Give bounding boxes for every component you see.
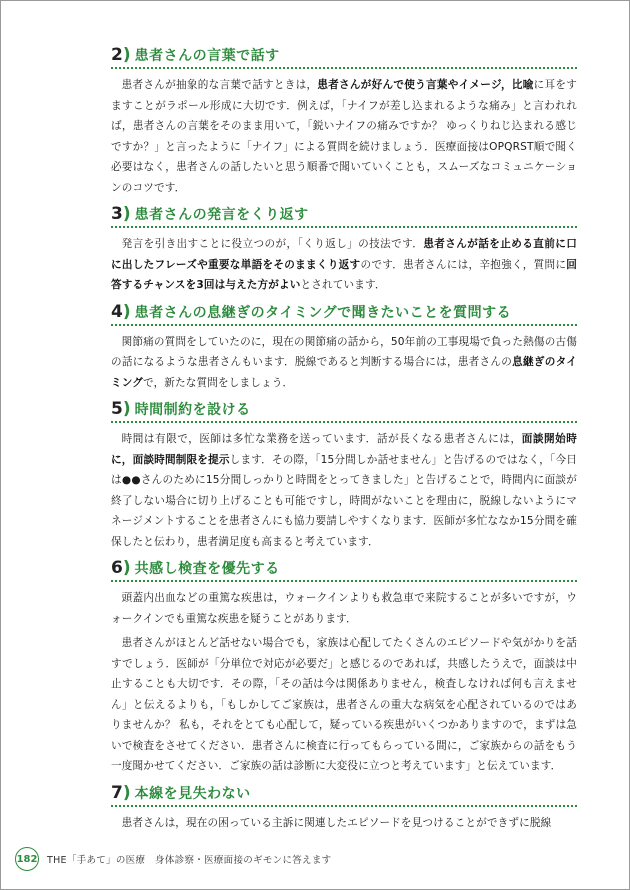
section-number-paren: ) — [122, 782, 131, 803]
paragraph — [111, 234, 577, 296]
section-number-paren: ) — [122, 399, 131, 419]
section-number — [111, 399, 131, 419]
section-number — [111, 204, 131, 224]
emphasis-text: 面談開始時に，面談時間制限を提示 — [111, 433, 578, 466]
body-text: に耳をすますことがラポール形成に大切です．例えば，「ナイフが差し込まれるような痛み」と言われれば，患者さんの言葉をそのまま用いて，「鋭いナイフの痛みですか？ ゆっくりねじ込まれる感じですか？」と言ったように「ナイフ」による質問を続けましょう．医療面接はOPQRST順で聞く必要はなく，患者さんの話したいと思う順番で聞いていくことも，スムーズなコミュニケーションのコツです． — [111, 79, 577, 194]
body-text: のです．患者さんには，辛抱強く，質問に — [360, 258, 567, 271]
paragraph — [111, 429, 577, 552]
section-title: 本線を見失わない — [134, 785, 251, 802]
section-title: 共感し検査を優先する — [134, 561, 280, 577]
body-text: 患者さんが抽象的な言葉で話すときは， — [121, 79, 318, 91]
body-text: 発言を引き出すことに役立つのが，「くり返し」の技法です． — [121, 238, 424, 250]
body-text: 患者さんは，現在の困っている主訴に関連したエピソードを見つけることができずに脱線 — [121, 816, 552, 829]
section-heading — [111, 783, 577, 807]
section-number-digit: 4 — [111, 301, 123, 322]
section-3 — [111, 204, 577, 296]
section-4 — [111, 302, 577, 394]
emphasis-text: 息継ぎのタイミング — [111, 356, 577, 389]
running-title: THE「手あて」の医療 身体診察・医療面接のギモンに答えます — [47, 855, 332, 866]
section-heading — [111, 558, 577, 582]
body-text: 頭蓋内出血などの重篤な疾患は，ウォークインよりも救急車で来院することが多いですが，ウォークインでも重篤な疾患を疑うことがあります． — [111, 592, 577, 625]
section-number — [111, 302, 131, 322]
section-number-digit: 6 — [111, 558, 123, 578]
paragraph — [111, 588, 577, 629]
main-content — [111, 45, 577, 839]
section-title: 患者さんの息継ぎのタイミングで聞きたいことを質問する — [134, 304, 512, 321]
section-title: 患者さんの言葉で話す — [134, 48, 280, 64]
section-number-digit: 7 — [111, 782, 123, 803]
paragraph — [111, 813, 577, 834]
section-heading — [111, 302, 577, 326]
section-title: 時間制約を設ける — [134, 402, 251, 418]
section-number-paren: ) — [122, 558, 131, 578]
section-number-paren: ) — [122, 204, 131, 224]
footer — [15, 847, 331, 871]
body-text: 患者さんがほとんど話せない場合でも，家族は心配してたくさんのエピソードや気がかりを話すでしょう．医師が「分単位で対応が必要だ」と感じるのであれば，共感したうえで，面談は中止することも大切です．その際，「その話は今は関係ありません，検査しなければ何も言えません」と伝えるよりも，「もしかしてご家族は，患者さんの重大な病気を心配されているのではありませんか？ 私も，それをとても心配して，疑っている疾患がいくつかありますので，まずは急いで検査をさせてください．患者さんに検査に行ってもらっている間に，ご家族からの話をもう一度聞かせてください．ご家族の話は診断に大変役に立つと考えています」と伝えています． — [111, 637, 577, 772]
section-number — [111, 783, 131, 803]
body-text: 関節痛の質問をしていたのに，現在の関節痛の話から，50年前の工事現場で負った熱傷の古傷の話になるような患者さんもいます．脱線であると判断する場合には，患者さんの — [111, 335, 577, 368]
section-number-paren: ) — [122, 45, 131, 65]
section-number-digit: 2 — [111, 45, 123, 65]
section-heading — [111, 399, 577, 423]
section-7 — [111, 783, 577, 834]
section-2 — [111, 45, 577, 198]
section-number-digit: 5 — [111, 399, 123, 419]
emphasis-text: 患者さんが話を止める直前に口に出したフレーズや重要な単語をそのままくり返す — [111, 238, 577, 271]
emphasis-text: 回答するチャンスを3回は与えた方がよい — [111, 258, 577, 291]
body-text: します．その際，「15分間しか話せません」と告げるのではなく，「今日は●●さんのために15分間しっかりと時間をとってきました」と告げることで，時間内に面談が終了しない場合に切り上げることも可能ですし，時間がないことを理由に，脱線しないようにマネージメントすることを患者さんにも協力要請しやすくなります．医師が多忙ななか15分間を確保したと伝わり，患者満足度も高まると考えています． — [111, 453, 577, 548]
body-text: で，新たな質問をしましょう． — [143, 376, 294, 389]
section-6 — [111, 558, 577, 777]
paragraph — [111, 633, 577, 777]
section-title: 患者さんの発言をくり返す — [134, 207, 309, 223]
section-heading — [111, 45, 577, 69]
paragraph — [111, 75, 577, 198]
section-number — [111, 558, 131, 578]
body-text: 時間は有限で，医師は多忙な業務を送っています．話が長くなる患者さんには， — [121, 433, 522, 445]
section-5 — [111, 399, 577, 552]
body-text: とされています． — [300, 279, 386, 291]
page-number: 182 — [15, 847, 39, 871]
section-number — [111, 45, 131, 65]
section-heading — [111, 204, 577, 228]
emphasis-text: 患者さんが好んで使う言葉やイメージ，比喩 — [317, 79, 534, 91]
section-number-paren: ) — [122, 301, 131, 322]
section-number-digit: 3 — [111, 204, 123, 224]
paragraph — [111, 332, 577, 394]
